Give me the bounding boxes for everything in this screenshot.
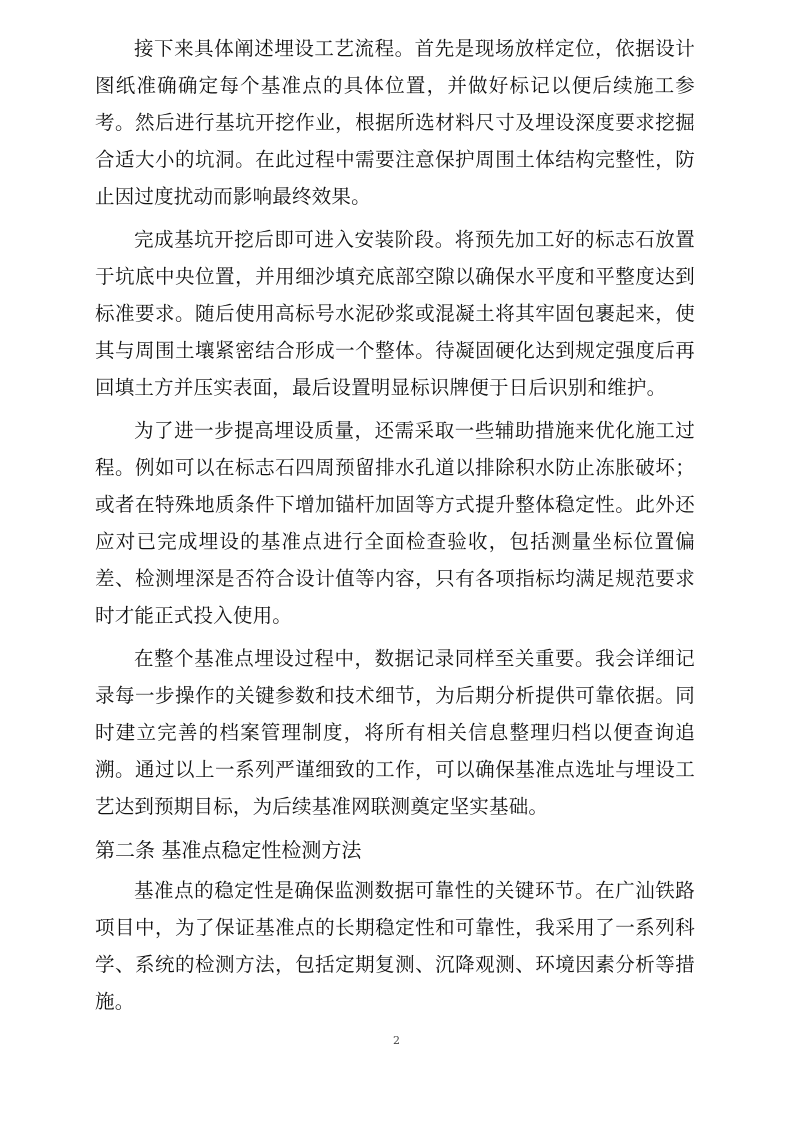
paragraph-data-recording: 在整个基准点埋设过程中，数据记录同样至关重要。我会详细记录每一步操作的关键参数和技术细节，为后期分析提供可靠依据。同时建立完善的档案管理制度，将所有相关信息整理归档以便查询追溯。通过以上一系列严谨细致的工作，可以确保基准点选址与埋设工艺达到预期目标，为后续基准网联测奠定坚实基础。 [95,647,695,818]
page-number: 2 [393,1034,400,1047]
paragraph-auxiliary-measures: 为了进一步提高埋设质量，还需采取一些辅助措施来优化施工过程。例如可以在标志石四周预留排水孔道以排除积水防止冻胀破坏；或者在特殊地质条件下增加锚杆加固等方式提升整体稳定性。此外还应对已完成埋设的基准点进行全面检查验收，包括测量坐标位置偏差、检测埋深是否符合设计值等内容，只有各项指标均满足规范要求时才能正式投入使用。 [95,419,695,627]
paragraph-installation-stage: 完成基坑开挖后即可进入安装阶段。将预先加工好的标志石放置于坑底中央位置，并用细沙填充底部空隙以确保水平度和平整度达到标准要求。随后使用高标号水泥砂浆或混凝土将其牢固包裹起来，使其与周围土壤紧密结合形成一个整体。待凝固硬化达到规定强度后再回填土方并压实表面，最后设置明显标识牌便于日后识别和维护。 [95,228,695,399]
section-heading: 第二条 基准点稳定性检测方法 [95,838,362,862]
paragraph-burial-process: 接下来具体阐述埋设工艺流程。首先是现场放样定位，依据设计图纸准确确定每个基准点的具体位置，并做好标记以便后续施工参考。然后进行基坑开挖作业，根据所选材料尺寸及埋设深度要求挖掘合适大小的坑洞。在此过程中需要注意保护周围土体结构完整性，防止因过度扰动而影响最终效果。 [95,37,695,208]
page-body [95,30,695,1026]
paragraph-stability-intro: 基准点的稳定性是确保监测数据可靠性的关键环节。在广汕铁路项目中，为了保证基准点的长期稳定性和可靠性，我采用了一系列科学、系统的检测方法，包括定期复测、沉降观测、环境因素分析等措施。 [95,879,695,1013]
